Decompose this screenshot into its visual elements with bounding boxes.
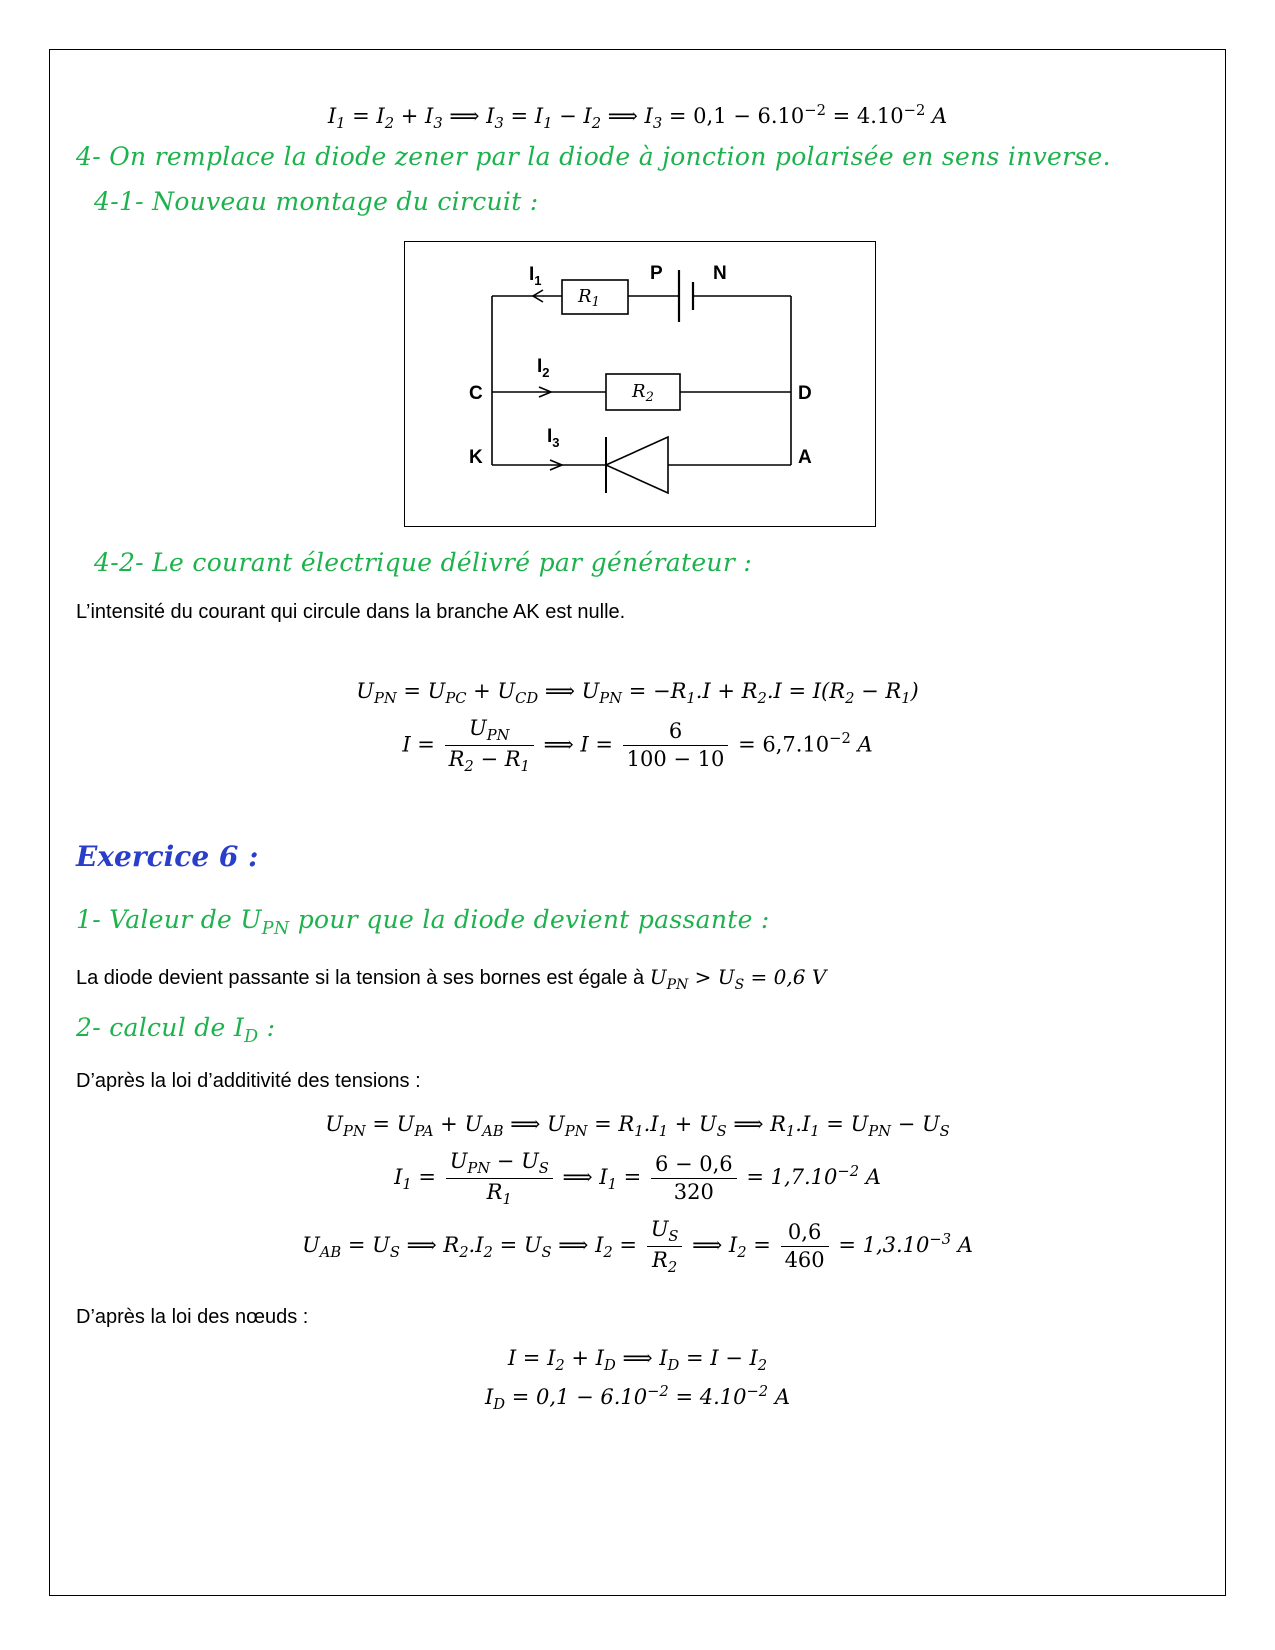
- heading-ex-2: 2- calcul de $I_D$ :: [76, 1013, 276, 1048]
- text-additivite: D’après la loi d’additivité des tensions :: [76, 1070, 421, 1092]
- label-i2: $I_2$: [537, 356, 550, 380]
- label-r2: $R_2$: [632, 381, 654, 405]
- text-branche-ak: L’intensité du courant qui circule dans la branche AK est nulle.: [76, 601, 626, 623]
- equation-i2: $U_{AB} = U_S$ ⟹ $R_2.I_2 = U_S$ ⟹ $I_2$ = $\frac{U_S}{R_2}$ ⟹ $I_2$ = $\frac{0,6}{460}$ = $1,3.10^{-3}$ A: [302, 1217, 973, 1277]
- label-a: A: [798, 447, 812, 468]
- label-i3: $I_3$: [547, 426, 560, 450]
- equation-i-general: I = $\frac{U_{PN}}{R_2 - R_1}$ ⟹ I = $\frac{6}{100 - 10}$ = $6,7.10^{-2}$ A: [402, 716, 873, 776]
- equation-i1: $I_1$ = $\frac{U_{PN} - U_S}{R_1}$ ⟹ $I_1$ = $\frac{6 - 0,6}{320}$ = $1,7.10^{-2}$ A: [394, 1149, 881, 1209]
- label-c: C: [469, 383, 483, 404]
- heading-4-1: 4-1- Nouveau montage du circuit :: [94, 187, 539, 216]
- label-d: D: [798, 383, 812, 404]
- equation-id-1: $I = I_2 + I_D$ ⟹ $I_D = I - I_2$: [507, 1346, 768, 1375]
- label-k: K: [469, 447, 483, 468]
- label-i1: $I_1$: [529, 264, 542, 288]
- equation-upn: $U_{PN} = U_{PC} + U_{CD}$ ⟹ $U_{PN} = -R_1.I + R_2.I = I(R_2 - R_1)$: [356, 679, 919, 708]
- heading-ex-1: 1- Valeur de $U_{PN}$ pour que la diode devient passante :: [76, 905, 770, 940]
- label-r1: $R_1$: [578, 286, 600, 310]
- label-p: P: [650, 263, 663, 284]
- diode-triangle: [606, 437, 668, 493]
- text-noeuds: D’après la loi des nœuds :: [76, 1306, 309, 1328]
- equation-id-2: $I_D = 0,1 - 6.10^{-2} = 4.10^{-2}$ A: [484, 1383, 790, 1414]
- label-n: N: [713, 263, 727, 284]
- exercise-title: Exercice 6 :: [76, 840, 259, 873]
- equation-i3: $I_1 = I_2 + I_3$ ⟹ $I_3 = I_1 - I_2$ ⟹ $I_3 = 0,1 - 6.10^{-2} = 4.10^{-2}$ A: [327, 102, 948, 133]
- equation-additivite: $U_{PN} = U_{PA} + U_{AB}$ ⟹ $U_{PN} = R_1.I_1 + U_S$ ⟹ $R_1.I_1 = U_{PN} - U_S$: [325, 1112, 950, 1141]
- heading-4: 4- On remplace la diode zener par la diode à jonction polarisée en sens inverse.: [76, 142, 1111, 171]
- circuit-diagram: [404, 241, 876, 527]
- text-passante: La diode devient passante si la tension à ses bornes est égale à $U_{PN} > U_S = 0,6$ V: [76, 965, 827, 993]
- heading-4-2: 4-2- Le courant électrique délivré par générateur :: [94, 548, 753, 577]
